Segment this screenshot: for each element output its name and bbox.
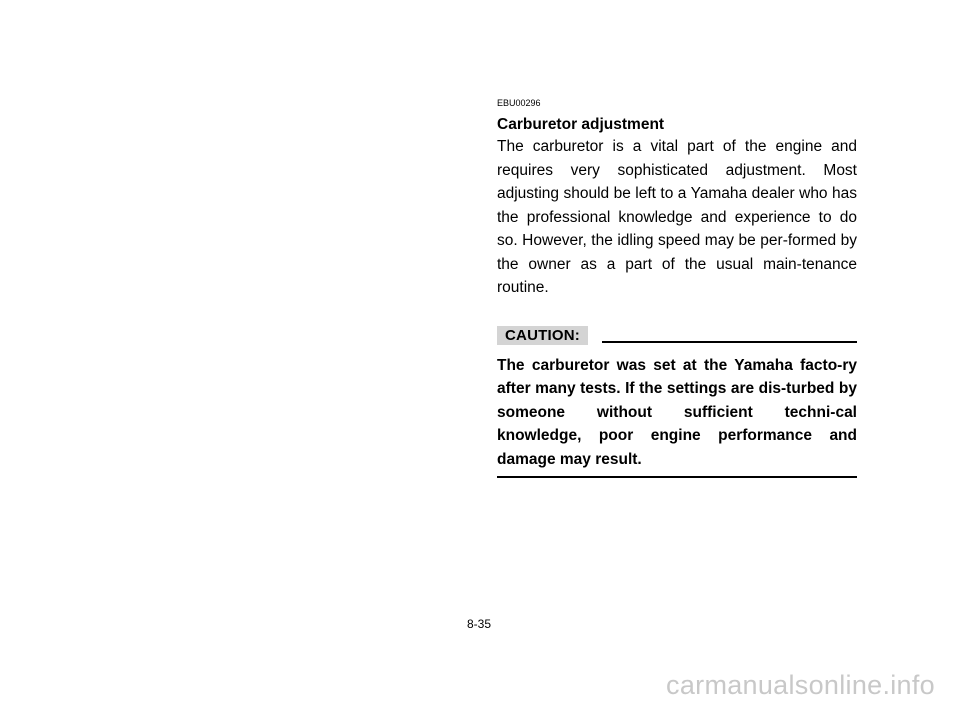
manual-section — [497, 98, 857, 478]
section-body: The carburetor is a vital part of the engine and requires very sophisticated adjustment. Most adjusting should be left to a Yamaha dealer who has the professional knowledge and experience to do so. However, the idling speed may be per-formed by the owner as a part of the usual main-tenance routine. — [497, 138, 857, 296]
caution-label: CAUTION: — [497, 326, 588, 345]
watermark: carmanualsonline.info — [666, 670, 935, 700]
caution-header — [497, 326, 857, 345]
section-title: Carburetor adjustment — [497, 116, 665, 133]
section-code: EBU00296 — [497, 98, 541, 108]
page-number: 8-35 — [467, 617, 492, 631]
caution-end-rule — [497, 476, 857, 478]
caution-rule — [602, 341, 857, 343]
caution-text: The carburetor was set at the Yamaha facto-ry after many tests. If the settings are dis-turbed by someone without sufficient techni-cal knowledge, poor engine performance and damage may result. — [497, 356, 857, 468]
